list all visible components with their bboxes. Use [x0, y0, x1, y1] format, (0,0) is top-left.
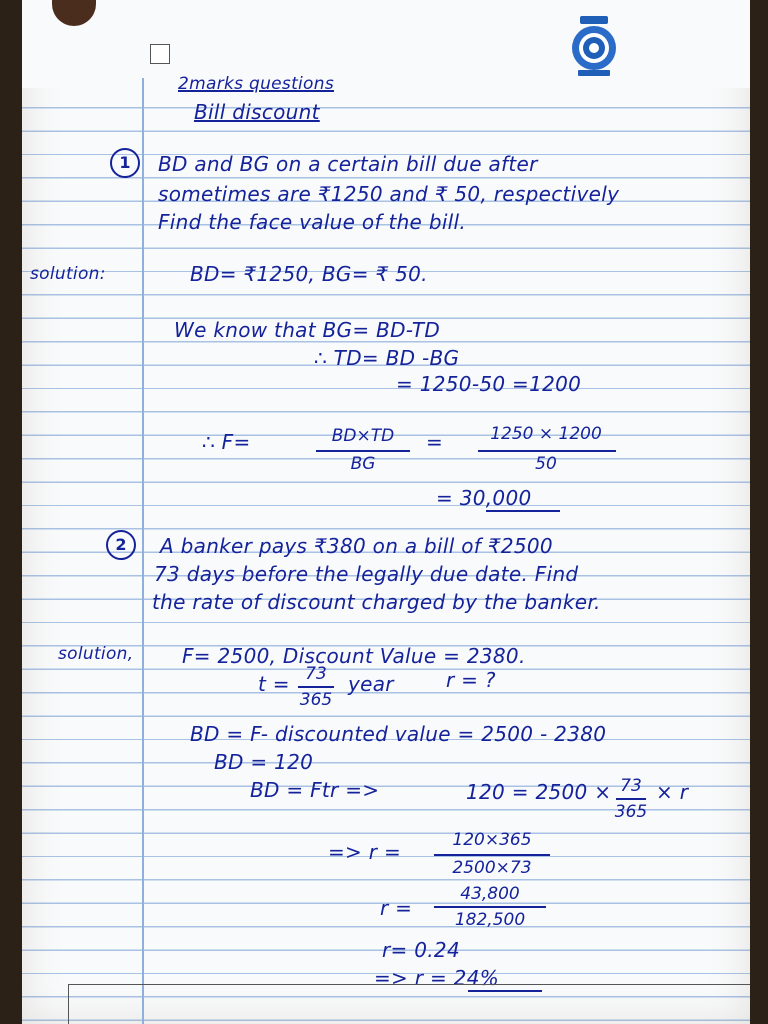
sol2-bd3-rhs: 120 = 2500 × — [466, 780, 612, 804]
sol1-know: We know that BG= BD-TD — [174, 318, 441, 342]
q2-line1: A banker pays ₹380 on a bill of ₹2500 — [160, 534, 553, 558]
fraction-bar — [316, 450, 410, 452]
sol2-r1-numerator: 120×365 — [452, 830, 532, 850]
solution2-label: solution, — [58, 644, 134, 664]
sol2-t-unit: year — [348, 672, 394, 696]
question-number-2: 2 — [106, 530, 136, 560]
sol2-bd1: BD = F- discounted value = 2500 - 2380 — [190, 722, 607, 746]
sol2-r1-denominator: 2500×73 — [452, 858, 532, 878]
fraction-bar — [298, 686, 334, 688]
sol1-f-denominator: BG — [350, 454, 376, 474]
sol2-r2-denominator: 182,500 — [454, 910, 526, 930]
sol2-r-question: r = ? — [446, 668, 496, 692]
sol2-r3: r= 0.24 — [382, 938, 460, 962]
q2-line3: the rate of discount charged by the banker. — [152, 590, 601, 614]
q1-line3: Find the face value of the bill. — [158, 210, 467, 234]
sol2-bd3-numerator: 73 — [620, 776, 642, 796]
heading-line1: 2marks questions — [178, 74, 334, 94]
checkbox-icon — [150, 44, 170, 64]
fraction-bar — [616, 798, 646, 800]
sol2-bd3-denominator: 365 — [614, 802, 648, 822]
q1-line2: sometimes are ₹1250 and ₹ 50, respectively — [158, 182, 620, 206]
sol2-given: F= 2500, Discount Value = 2380. — [182, 644, 526, 668]
sol2-t-numerator: 73 — [305, 664, 327, 684]
sol2-r2-label: r = — [380, 896, 413, 920]
sol2-r2-numerator: 43,800 — [460, 884, 520, 904]
sol1-result: = 30,000 — [436, 486, 532, 510]
sol1-given: BD= ₹1250, BG= ₹ 50. — [190, 262, 428, 286]
fraction-bar — [434, 854, 550, 856]
sol2-bd2: BD = 120 — [214, 750, 314, 774]
sol2-t-denominator: 365 — [299, 690, 333, 710]
page-top-margin — [22, 0, 750, 88]
sol2-r4: => r = 24% — [374, 966, 500, 990]
sol1-f-denominator2: 50 — [535, 454, 557, 474]
question-number-1: 1 — [110, 148, 140, 178]
margin-line — [142, 78, 144, 1024]
heading-line2: Bill discount — [194, 100, 320, 124]
bottom-box — [68, 984, 750, 1024]
university-seal-icon — [568, 14, 620, 78]
fraction-bar — [478, 450, 616, 452]
notebook-page — [22, 0, 750, 1024]
sol1-f-equals: = — [426, 430, 444, 454]
result-underline — [486, 510, 560, 512]
sol1-f-numerator: BD×TD — [331, 426, 395, 446]
sol1-f-numerator2: 1250 × 1200 — [490, 424, 602, 444]
sol2-bd3: BD = Ftr => — [250, 778, 380, 802]
q2-line2: 73 days before the legally due date. Find — [154, 562, 579, 586]
sol2-r1-label: => r = — [328, 840, 402, 864]
sol2-t-label: t = — [258, 672, 290, 696]
q1-line1: BD and BG on a certain bill due after — [158, 152, 538, 176]
solution1-label: solution: — [30, 264, 106, 284]
sol1-td2: = 1250-50 =1200 — [396, 372, 582, 396]
fraction-bar — [434, 906, 546, 908]
sol1-f-label: ∴ F= — [202, 430, 251, 454]
sol1-td1: ∴ TD= BD -BG — [314, 346, 460, 370]
sol2-bd3-tail: × r — [656, 780, 689, 804]
